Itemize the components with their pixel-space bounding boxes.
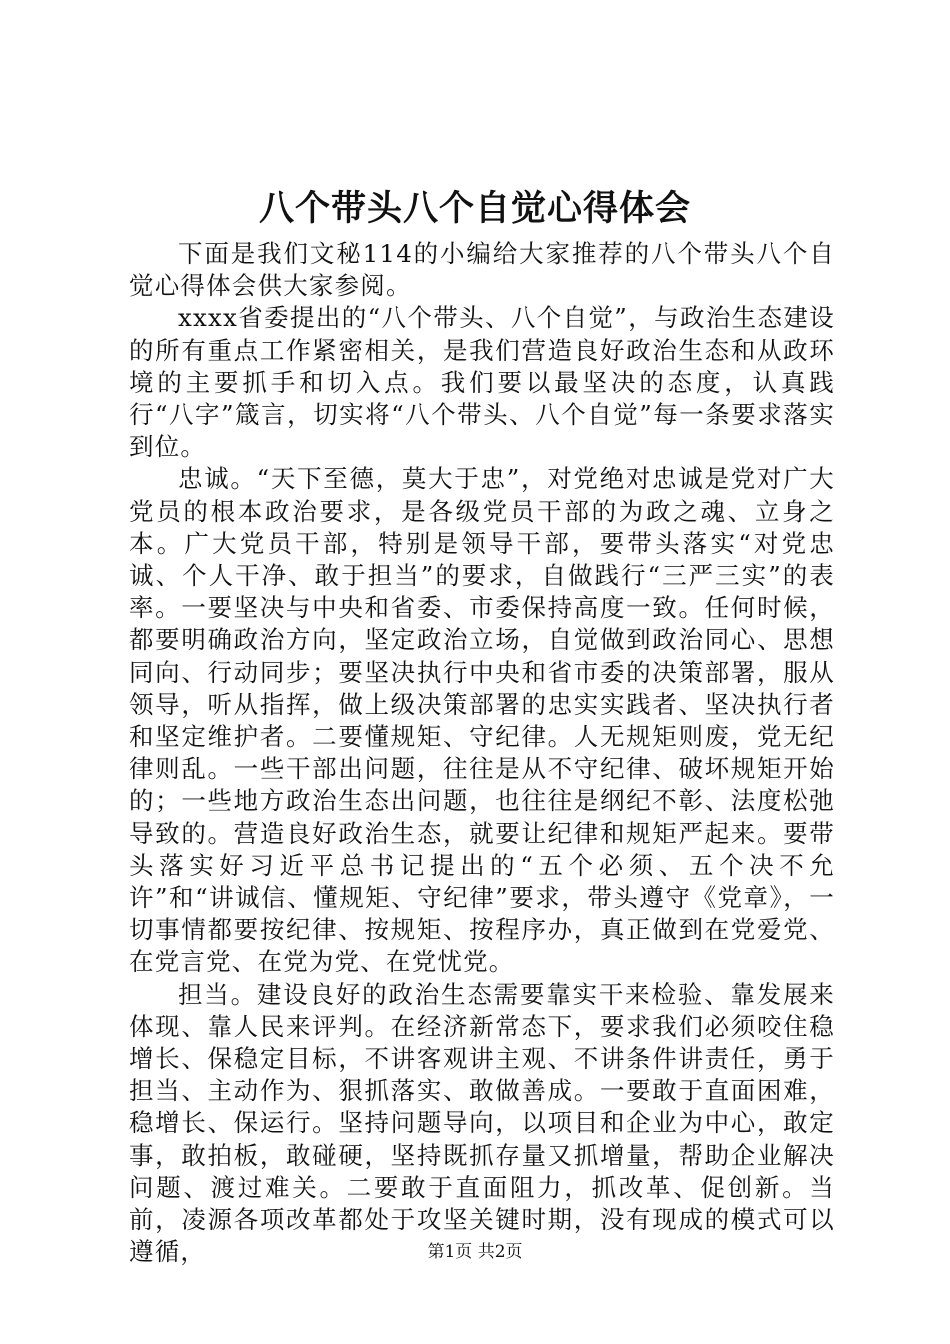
document-body xyxy=(129,238,835,1269)
paragraph-intro: 下面是我们文秘114的小编给大家推荐的八个带头八个自觉心得体会供大家参阅。 xyxy=(129,239,835,301)
paragraph-loyalty: 忠诚。“天下至德，莫大于忠”，对党绝对忠诚是党对广大党员的根本政治要求，是各级党员干部的为政之魂、立身之本。广大党员干部，特别是领导干部，要带头落实“对党忠诚、个人干净、敢于担当”的要求，自做践行“三严三实”的表率。一要坚决与中央和省委、市委保持高度一致。任何时候，都要明确政治方向，坚定政治立场，自觉做到政治同心、思想同向、行动同步；要坚决执行中央和省市委的决策部署，服从领导，听从指挥，做上级决策部署的忠实实践者、坚决执行者和坚定维护者。二要懂规矩、守纪律。人无规矩则废，党无纪律则乱。一些干部出问题，往往是从不守纪律、破坏规矩开始的；一些地方政治生态出问题，也往往是纲纪不彰、法度松弛导致的。营造良好政治生态，就要让纪律和规矩严起来。要带头落实好习近平总书记提出的“五个必须、五个决不允许”和“讲诚信、懂规矩、守纪律”要求，带头遵守《党章》，一切事情都要按纪律、按规矩、按程序办，真正做到在党爱党、在党言党、在党为党、在党忧党。 xyxy=(129,464,835,977)
page-footer: 第1页 共2页 xyxy=(427,1242,523,1262)
paragraph-responsibility: 担当。建设良好的政治生态需要靠实干来检验、靠发展来体现、靠人民来评判。在经济新常态下，要求我们必须咬住稳增长、保稳定目标，不讲客观讲主观、不讲条件讲责任，勇于担当、主动作为、狠抓落实、敢做善成。一要敢于直面困难，稳增长、保运行。坚持问题导向，以项目和企业为中心，敢定事，敢拍板，敢碰硬，坚持既抓存量又抓增量，帮助企业解决问题、渡过难关。二要敢于直面阻力，抓改革、促创新。当前，凌源各项改革都处于攻坚关键时期，没有现成的模式可以遵循， xyxy=(129,979,835,1267)
paragraph-background: xxxx省委提出的“八个带头、八个自觉”，与政治生态建设的所有重点工作紧密相关，是我们营造良好政治生态和从政环境的主要抓手和切入点。我们要以最坚决的态度，认真践行“八字”箴言，切实将“八个带头、八个自觉”每一条要求落实到位。 xyxy=(129,303,835,462)
document-title: 八个带头八个自觉心得体会 xyxy=(258,188,691,229)
